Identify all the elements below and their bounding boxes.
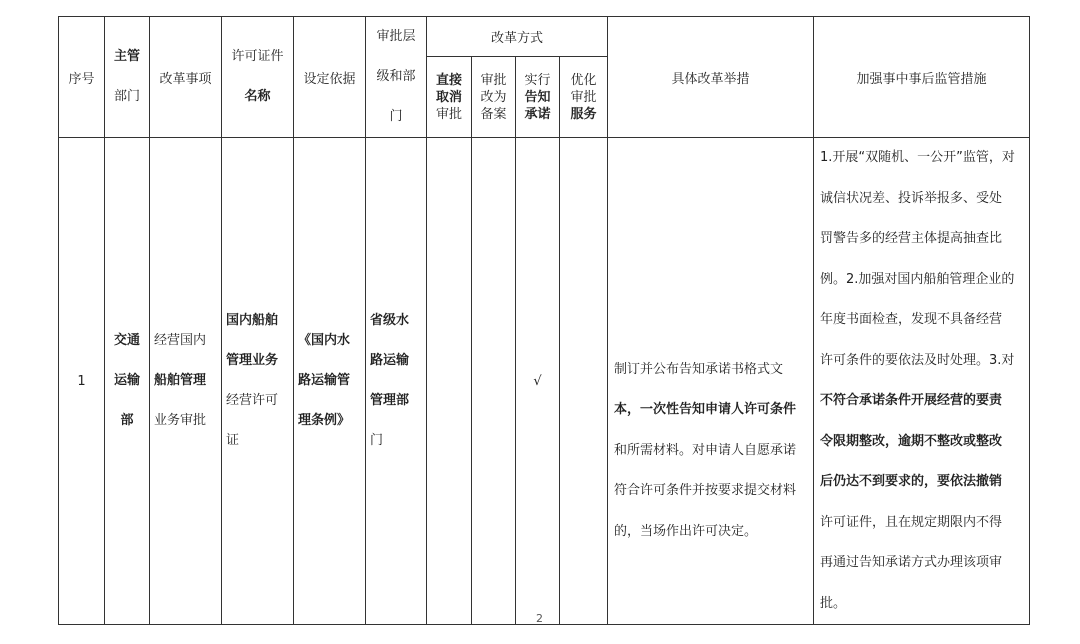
header-mode-promise: 实行 告知 承诺: [516, 57, 560, 138]
row-mode-promise: √: [516, 138, 560, 625]
header-item: 改革事项: [150, 17, 222, 138]
header-license: 许可证件 名称: [222, 17, 294, 138]
row-license: 国内船舶 管理业务 经营许可 证: [222, 138, 294, 625]
reform-table: [58, 16, 1030, 625]
header-reform-mode: 改革方式: [427, 17, 608, 57]
header-mode-optimize: 优化 审批 服务: [560, 57, 608, 138]
header-mode-record: 审批 改为 备案: [472, 57, 516, 138]
header-dept: 主管 部门: [105, 17, 150, 138]
header-seq: 序号: [59, 17, 105, 138]
header-mode-cancel: 直接 取消 审批: [427, 57, 472, 138]
row-seq: 1: [59, 138, 105, 625]
row-mode-record: [472, 138, 516, 625]
header-basis: 设定依据: [294, 17, 366, 138]
row-mode-cancel: [427, 138, 472, 625]
row-dept: 交通 运输 部: [105, 138, 150, 625]
row-item: 经营国内 船舶管理 业务审批: [150, 138, 222, 625]
header-level: 审批层 级和部 门: [366, 17, 427, 138]
row-basis: 《国内水 路运输管 理条例》: [294, 138, 366, 625]
page-number: 2: [536, 612, 543, 625]
row-supervision: 1.开展“双随机、一公开”监管，对 诚信状况差、投诉举报多、受处 罚警告多的经营主体提高抽查比 例。2.加强对国内船舶管理企业的 年度书面检查，发现不具备经营 许可条件的要依法及时处理。3.对 不符合承诺条件开展经营的要责 令限期整改，逾期不整改或整改 后仍达不到要求的，要依法撤销 许可证件，且在规定期限内不得 再通过告知承诺方式办理该项审 批。: [814, 138, 1030, 625]
header-supervision: 加强事中事后监管措施: [814, 17, 1030, 138]
row-measures: 制订并公布告知承诺书格式文 本，一次性告知申请人许可条件 和所需材料。对申请人自愿承诺 符合许可条件并按要求提交材料 的，当场作出许可决定。: [608, 138, 814, 625]
row-level: 省级水 路运输 管理部 门: [366, 138, 427, 625]
row-mode-optimize: [560, 138, 608, 625]
header-measures: 具体改革举措: [608, 17, 814, 138]
